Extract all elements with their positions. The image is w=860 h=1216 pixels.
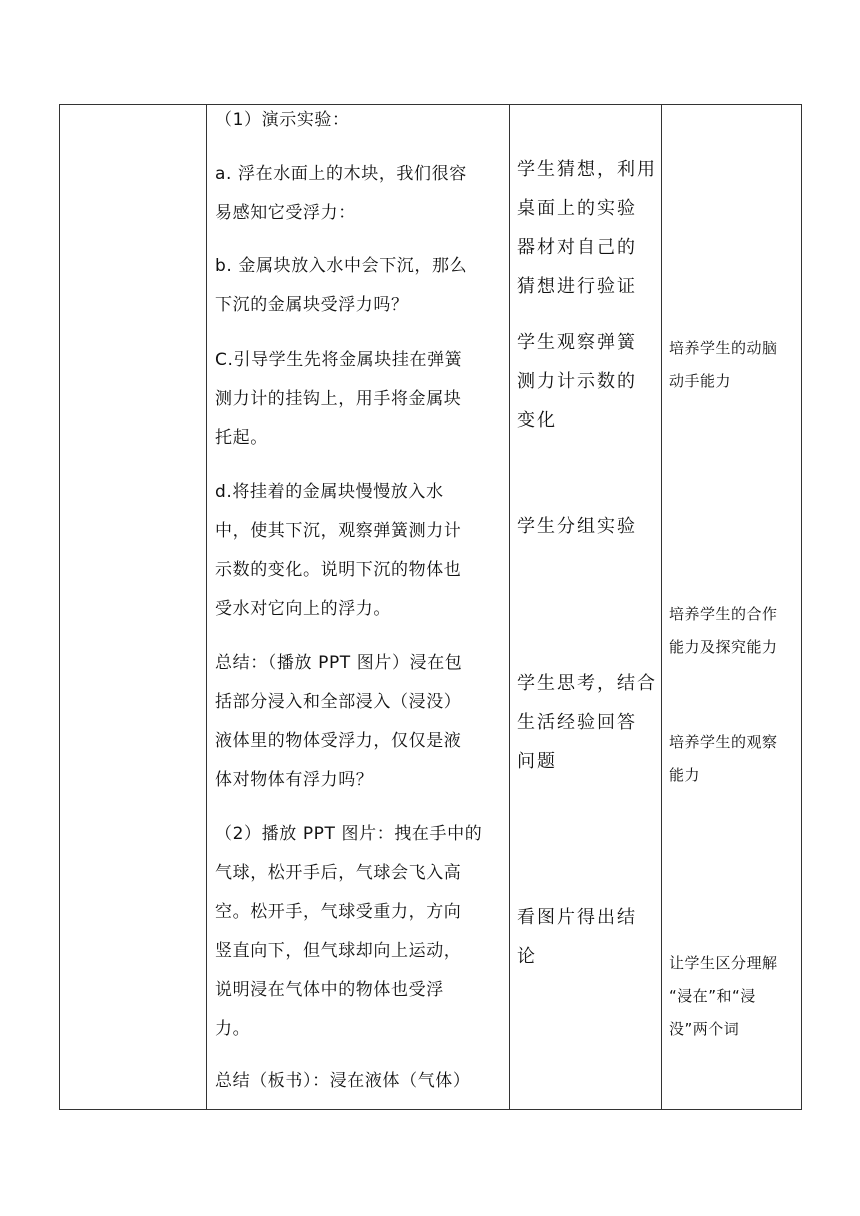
teacher-activity-cell [207,105,509,1109]
activity-d: d.将挂着的金属块慢慢放入水 中，使其下沉，观察弹簧测力计 示数的变化。说明下沉的物体也 受水对它向上的浮力。 [215,482,462,619]
activity-balloon: （2）播放 PPT 图片：拽在手中的 气球，松开手后，气球会飞入高 空。松开手，气球受重力，方向 竖直向下，但气球却向上运动， 说明浸在气体中的物体也受浮 力。 [215,824,483,1039]
intent-cooperation: 培养学生的合作 能力及探究能力 [669,605,778,656]
activity-heading: （1）演示实验： [215,110,350,130]
activity-board-summary: 总结（板书）：浸在液体（气体） [215,1071,471,1091]
student-think: 学生思考，结合 生活经验回答 问题 [517,673,657,772]
student-group-experiment: 学生分组实验 [517,516,637,537]
intent-distinguish-terms: 让学生区分理解 “浸在”和“浸 没”两个词 [669,954,778,1038]
lesson-table [59,104,802,1110]
intent-observation: 培养学生的观察 能力 [669,733,778,784]
student-activity-cell [510,105,661,1109]
activity-b: b. 金属块放入水中会下沉，那么 下沉的金属块受浮力吗？ [215,256,468,315]
intent-hands-on: 培养学生的动脑 动手能力 [669,339,778,390]
student-guess: 学生猜想，利用 桌面上的实验 器材对自己的 猜想进行验证 [517,159,657,297]
student-conclude: 看图片得出结 论 [517,907,637,967]
student-observe: 学生观察弹簧 测力计示数的 变化 [517,332,637,431]
design-intent-cell [662,105,802,1109]
activity-a: a. 浮在水面上的木块，我们很容 易感知它受浮力： [215,164,467,223]
stage-cell [60,105,206,1109]
activity-summary: 总结：（播放 PPT 图片）浸在包 括部分浸入和全部浸入（浸没） 液体里的物体受浮力，仅仅是液 体对物体有浮力吗？ [215,653,463,790]
activity-c: C.引导学生先将金属块挂在弹簧 测力计的挂钩上，用手将金属块 托起。 [215,350,463,448]
